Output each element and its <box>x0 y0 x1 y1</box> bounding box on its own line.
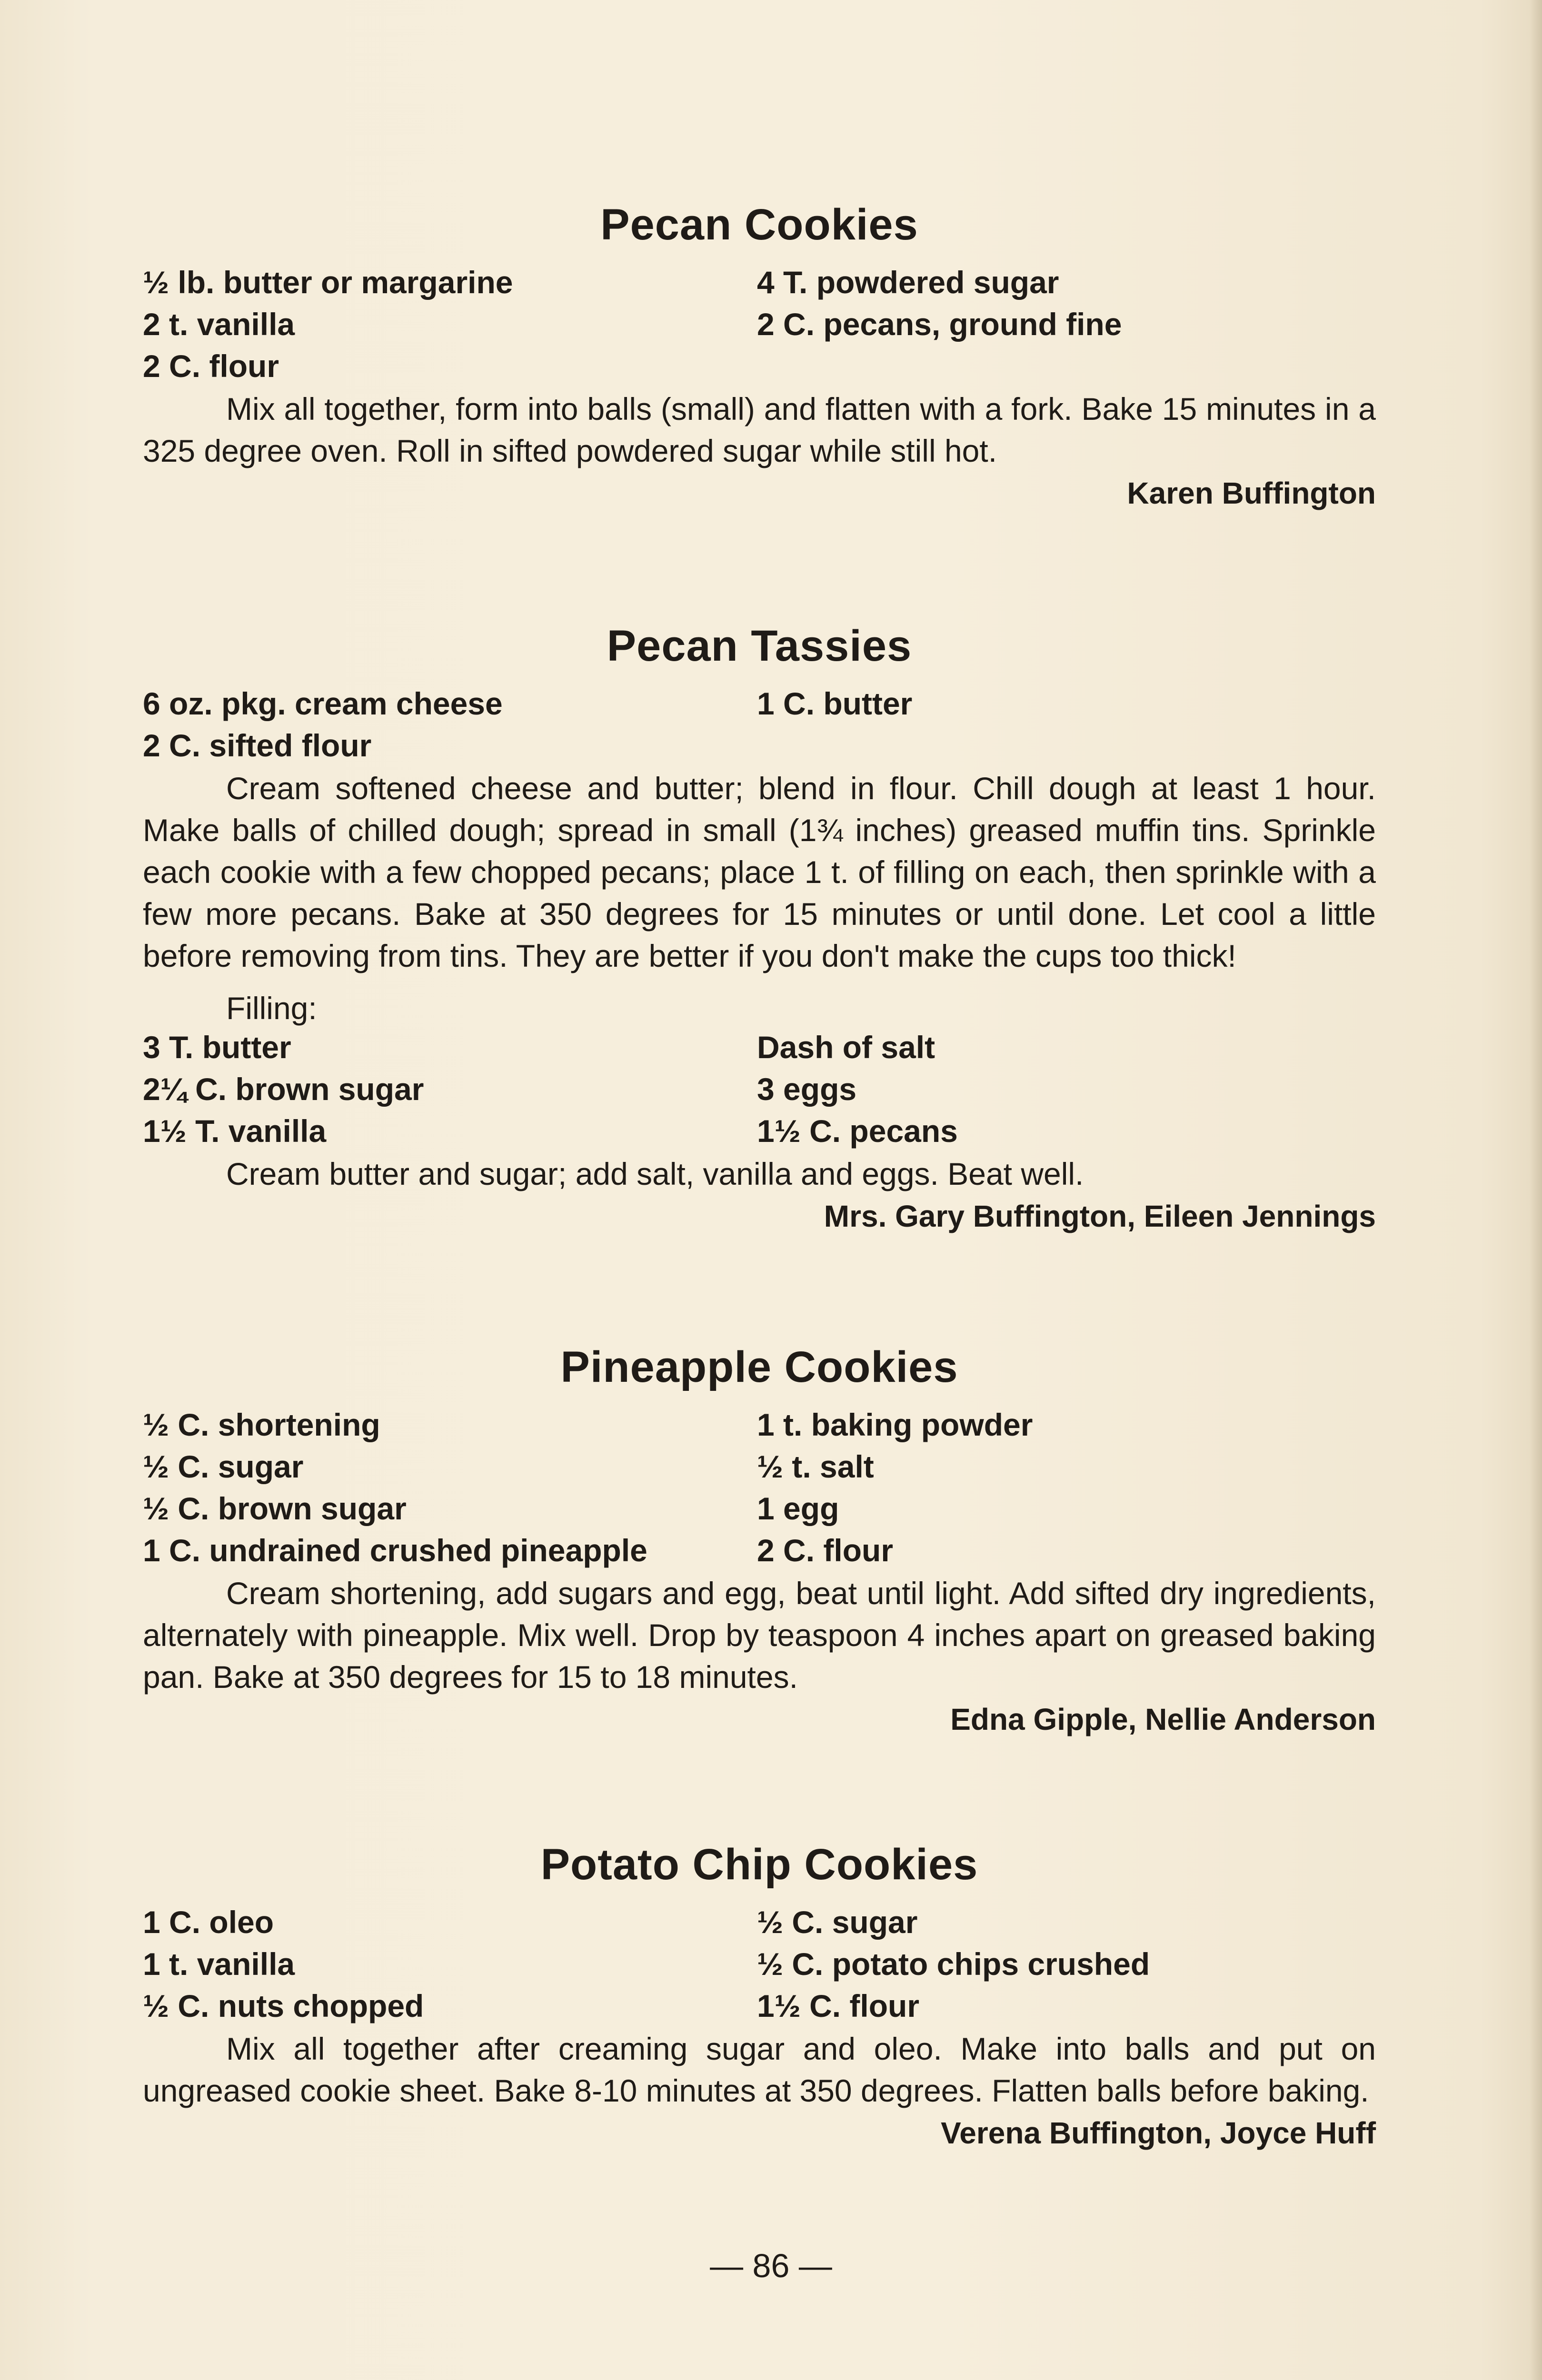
ingredient: 1 t. vanilla <box>143 1946 295 1982</box>
ingredient: ½ C. sugar <box>757 1904 918 1940</box>
ingredient: 4 T. powdered sugar <box>757 265 1059 300</box>
ingredient-list <box>143 685 1376 764</box>
ingredient: 2¼ C. brown sugar <box>143 1071 424 1107</box>
ingredient-list <box>143 1407 1376 1568</box>
filling-method: Cream butter and sugar; add salt, vanilla and eggs. Beat well. <box>226 1156 1084 1191</box>
ingredient: 1½ T. vanilla <box>143 1113 327 1149</box>
ingredient: ½ C. sugar <box>143 1449 304 1484</box>
ingredient: 2 C. flour <box>143 348 279 384</box>
page-number: — 86 — <box>710 2247 832 2284</box>
ingredient: 2 t. vanilla <box>143 307 295 342</box>
recipe-pecan-tassies <box>143 621 1376 1234</box>
ingredient: 2 C. flour <box>757 1533 894 1568</box>
ingredient-list <box>143 264 1376 384</box>
page-edge-shadow <box>1530 0 1542 2380</box>
recipe-title: Pineapple Cookies <box>560 1343 958 1391</box>
ingredient: 2 C. sifted flour <box>143 728 372 763</box>
ingredient: 1 t. baking powder <box>757 1407 1033 1442</box>
recipe-title: Pecan Tassies <box>607 622 912 670</box>
ingredient: 1 egg <box>757 1491 839 1526</box>
ingredient: 6 oz. pkg. cream cheese <box>143 686 503 721</box>
ingredient: 1 C. undrained crushed pineapple <box>143 1533 647 1568</box>
recipe-credit: Mrs. Gary Buffington, Eileen Jennings <box>824 1199 1376 1233</box>
ingredient: Dash of salt <box>757 1030 935 1065</box>
ingredient: 2 C. pecans, ground fine <box>757 307 1122 342</box>
recipe-pecan-cookies <box>143 200 1376 511</box>
filling-ingredient-list <box>143 1029 1376 1149</box>
ingredient: 3 T. butter <box>143 1030 291 1065</box>
ingredient <box>757 727 1376 764</box>
ingredient: 1½ C. pecans <box>757 1113 958 1149</box>
ingredient <box>757 348 1376 384</box>
ingredient: ½ lb. butter or margarine <box>143 265 513 300</box>
recipe-pineapple-cookies <box>143 1342 1376 1737</box>
recipe-method: Mix all together, form into balls (small) and flatten with a fork. Bake 15 minutes in a 325 degree oven. Roll in sifted powdered sugar while still hot. <box>143 391 1376 468</box>
ingredient: 1½ C. flour <box>757 1988 920 2023</box>
recipe-credit: Verena Buffington, Joyce Huff <box>941 2116 1376 2150</box>
ingredient: 1 C. oleo <box>143 1904 274 1940</box>
ingredient: ½ C. shortening <box>143 1407 380 1442</box>
recipe-credit: Edna Gipple, Nellie Anderson <box>950 1702 1376 1736</box>
ingredient: ½ t. salt <box>757 1449 874 1484</box>
ingredient: ½ C. potato chips crushed <box>757 1946 1150 1982</box>
recipe-credit: Karen Buffington <box>1127 476 1376 510</box>
ingredient: 3 eggs <box>757 1071 857 1107</box>
ingredient: 1 C. butter <box>757 686 913 721</box>
ingredient-list <box>143 1904 1376 2024</box>
filling-label: Filling: <box>226 991 317 1026</box>
ingredient: ½ C. nuts chopped <box>143 1988 424 2023</box>
recipe-title: Pecan Cookies <box>600 200 918 249</box>
recipe-method: Cream shortening, add sugars and egg, beat until light. Add sifted dry ingredients, alternately with pineapple. Mix well. Drop by teaspoon 4 inches apart on greased baking pan. Bake at 350 degrees for 15 to 18 minutes. <box>143 1576 1376 1695</box>
recipe-potato-chip-cookies <box>143 1840 1376 2151</box>
recipe-method: Cream softened cheese and butter; blend in flour. Chill dough at least 1 hour. Make balls of chilled dough; spread in small (1¾ inches) greased muffin tins. Sprinkle each cookie with a few chopped pecans; place 1 t. of filling on each, then sprinkle with a few more pecans. Bake at 350 degrees for 15 minutes or until done. Let cool a little before removing from tins. They are better if you don't make the cups too thick! <box>143 771 1376 973</box>
recipe-method: Mix all together after creaming sugar and oleo. Make into balls and put on ungreased cookie sheet. Bake 8-10 minutes at 350 degrees. Flatten balls before baking. <box>143 2031 1376 2108</box>
recipe-title: Potato Chip Cookies <box>540 1840 978 1889</box>
ingredient: ½ C. brown sugar <box>143 1491 407 1526</box>
